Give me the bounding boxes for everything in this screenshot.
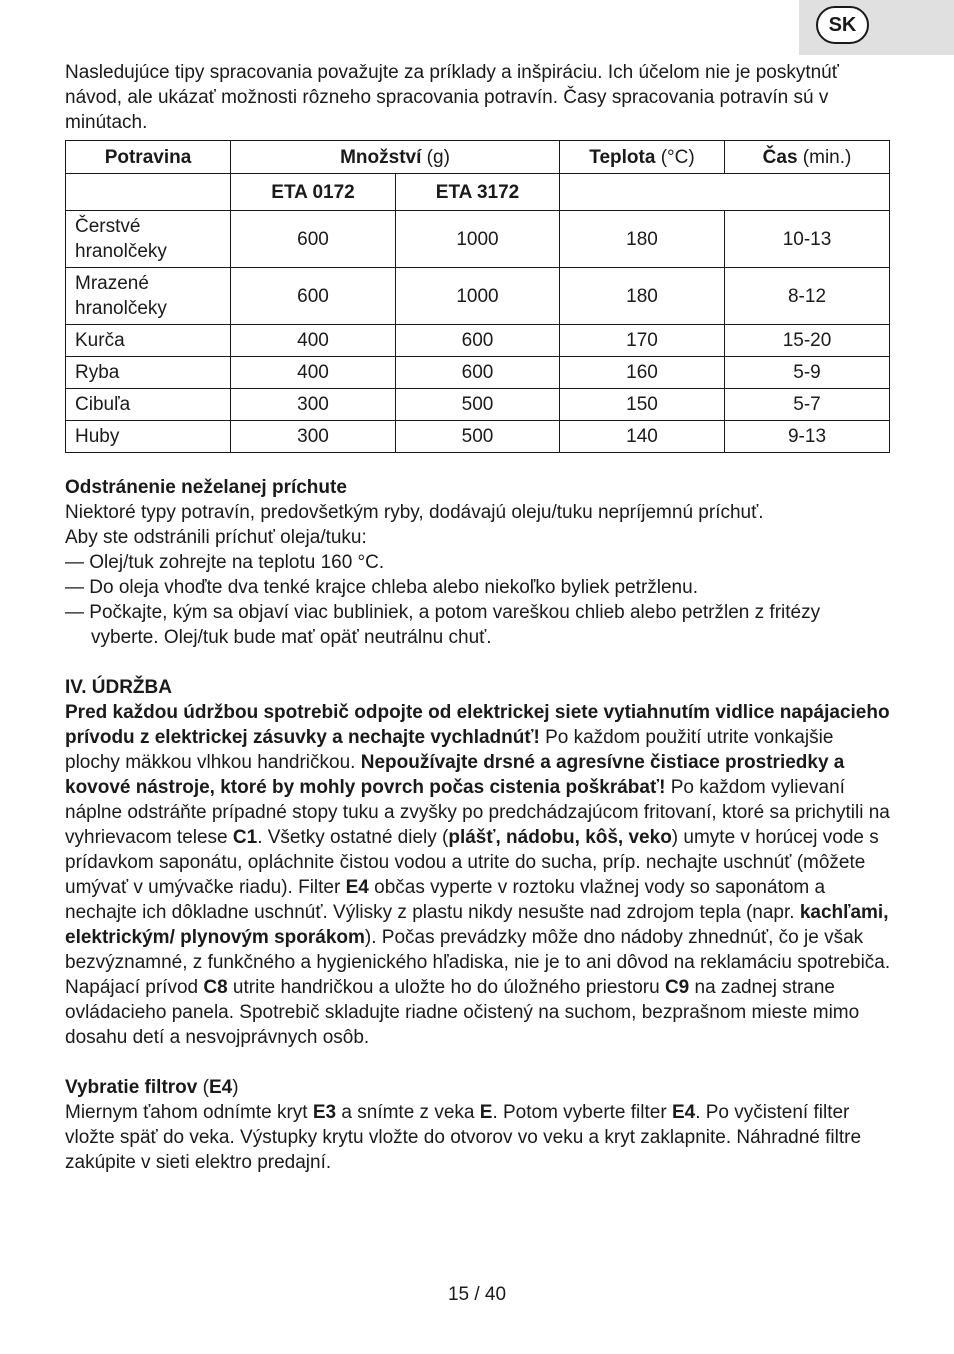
table-row bbox=[66, 357, 890, 389]
temperature-cell: 180 bbox=[560, 211, 725, 268]
filter-text: Miernym ťahom odnímte kryt E3 a snímte z veka E. Potom vyberte filter E4. Po vyčistení filter vložte späť do veka. Výstupky krytu vložte do otvorov vo veku a kryt zaklapnite. Náhradné filtre zakúpite v sieti elektro predajní. bbox=[65, 1102, 862, 1173]
header-temperature: Teplota (°C) bbox=[560, 141, 725, 174]
processing-table bbox=[65, 140, 890, 453]
amount-3172-cell: 600 bbox=[396, 325, 560, 357]
filter-heading: Vybratie filtrov (E4) bbox=[65, 1077, 239, 1098]
taste-removal-section bbox=[65, 475, 891, 650]
taste-text: Niektoré typy potravín, predovšetkým ryby, dodávajú oleju/tuku nepríjemnú príchuť. bbox=[65, 502, 764, 523]
taste-heading: Odstránenie neželanej príchute bbox=[65, 477, 347, 498]
amount-0172-cell: 300 bbox=[231, 389, 396, 421]
empty-cell bbox=[66, 174, 231, 211]
amount-0172-cell: 400 bbox=[231, 357, 396, 389]
temperature-cell: 140 bbox=[560, 421, 725, 453]
amount-0172-cell: 600 bbox=[231, 211, 396, 268]
time-cell: 5-7 bbox=[725, 389, 890, 421]
intro-paragraph: Nasledujúce tipy spracovania považujte za príklady a inšpiráciu. Ich účelom nie je poskytnúť návod, ale ukázať možnosti rôzneho spracovania potravín. Časy spracovania potravín sú v minútach. bbox=[65, 62, 839, 133]
table-row bbox=[66, 211, 890, 268]
model-eta-3172: ETA 3172 bbox=[396, 174, 560, 211]
food-cell: Huby bbox=[66, 421, 231, 453]
time-cell: 8-12 bbox=[725, 268, 890, 325]
food-cell: Kurča bbox=[66, 325, 231, 357]
amount-0172-cell: 600 bbox=[231, 268, 396, 325]
food-cell: Čerstvé hranolčeky bbox=[66, 211, 231, 268]
page-content bbox=[65, 60, 891, 1175]
table-header-row bbox=[66, 141, 890, 174]
temperature-cell: 180 bbox=[560, 268, 725, 325]
food-cell: Cibuľa bbox=[66, 389, 231, 421]
temperature-cell: 160 bbox=[560, 357, 725, 389]
temperature-cell: 150 bbox=[560, 389, 725, 421]
filter-section bbox=[65, 1075, 891, 1175]
taste-step: — Olej/tuk zohrejte na teplotu 160 °C. bbox=[65, 552, 385, 573]
header-food: Potravina bbox=[66, 141, 231, 174]
model-eta-0172: ETA 0172 bbox=[231, 174, 396, 211]
maintenance-section bbox=[65, 675, 891, 1050]
food-cell: Mrazené hranolčeky bbox=[66, 268, 231, 325]
taste-text: Aby ste odstránili príchuť oleja/tuku: bbox=[65, 527, 367, 548]
header-amount: Množství (g) bbox=[231, 141, 560, 174]
table-row bbox=[66, 268, 890, 325]
taste-step: — Do oleja vhoďte dva tenké krajce chleba alebo niekoľko byliek petržlenu. bbox=[65, 577, 698, 598]
table-row bbox=[66, 421, 890, 453]
table-row bbox=[66, 389, 890, 421]
time-cell: 5-9 bbox=[725, 357, 890, 389]
language-badge: SK bbox=[816, 6, 869, 44]
time-cell: 9-13 bbox=[725, 421, 890, 453]
language-tab bbox=[799, 0, 954, 55]
time-cell: 15-20 bbox=[725, 325, 890, 357]
amount-3172-cell: 500 bbox=[396, 389, 560, 421]
maintenance-text: Pred každou údržbou spotrebič odpojte od elektrickej siete vytiahnutím vidlice napájacieho prívodu z elektrickej zásuvky a nechajte vychladnúť! Po každom použití utrite vonkajšie plochy mäkkou vlhkou handričkou. Nepoužívajte drsné a agresívne čistiace prostriedky a kovové nástroje, ktoré by mohly povrch počas cistenia poškrábať! Po každom vylievaní náplne odstráňte prípadné stopy tuku a zvyšky po predchádzajúcom fritovaní, ktoré sa prichytili na vyhrievacom telese C1. Všetky ostatné diely (plášť, nádobu, kôš, veko) umyte v horúcej vode s prídavkom saponátu, opláchnite čistou vodou a utrite do sucha, príp. nechajte uschnúť (môžete umývať v umývačke riadu). Filter E4 občas vyperte v roztoku vlažnej vody so saponátom a nechajte ich dôkladne uschnúť. Výlisky z plastu nikdy nesušte nad zdrojom tepla (napr. kachľami, elektrickým/ plynovým sporákom). Počas prevádzky môže dno nádoby zhnednúť, čo je však bezvýznamné, z funkčného a hygienického hľadiska, nie je to ani dôvod na reklamáciu spotrebiča. Napájací prívod C8 utrite handričkou a uložte ho do úložného priestoru C9 na zadnej strane ovládacieho panela. Spotrebič skladujte riadne očistený na suchom, bezprašnom mieste mimo dosahu detí a nesvojprávnych osôb. bbox=[65, 702, 891, 1048]
amount-3172-cell: 1000 bbox=[396, 211, 560, 268]
table-row bbox=[66, 325, 890, 357]
temperature-cell: 170 bbox=[560, 325, 725, 357]
amount-3172-cell: 500 bbox=[396, 421, 560, 453]
food-cell: Ryba bbox=[66, 357, 231, 389]
taste-step: — Počkajte, kým sa objaví viac bubliniek, a potom vareškou chlieb alebo petržlen z fritézy vyberte. Olej/tuk bude mať opäť neutrálnu chuť. bbox=[65, 602, 821, 648]
amount-3172-cell: 600 bbox=[396, 357, 560, 389]
table-model-row bbox=[66, 174, 890, 211]
amount-3172-cell: 1000 bbox=[396, 268, 560, 325]
maintenance-heading: IV. ÚDRŽBA bbox=[65, 677, 172, 698]
amount-0172-cell: 400 bbox=[231, 325, 396, 357]
empty-cell bbox=[560, 174, 890, 211]
time-cell: 10-13 bbox=[725, 211, 890, 268]
header-time: Čas (min.) bbox=[725, 141, 890, 174]
amount-0172-cell: 300 bbox=[231, 421, 396, 453]
page-number: 15 / 40 bbox=[447, 1284, 507, 1305]
